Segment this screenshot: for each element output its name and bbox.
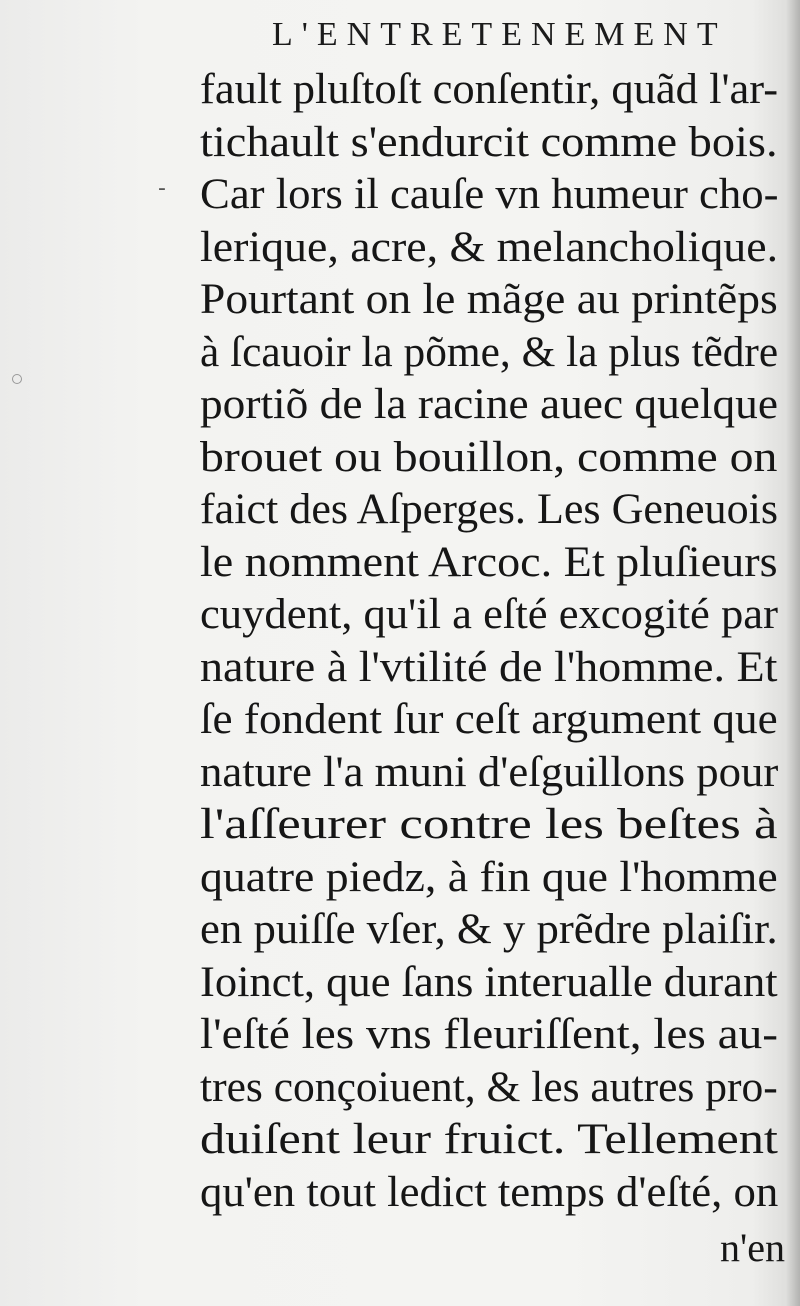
margin-dash-mark: - — [158, 176, 166, 201]
text-line: lerique, acre, & melancholique. — [200, 223, 779, 271]
text-line: en puiſſe vſer, & y prẽdre plaiſir. — [200, 906, 778, 953]
text-line: l'eſté les vns fleuriſſent, les au- — [200, 1011, 778, 1058]
catchword: n'en — [720, 1225, 785, 1270]
text-line: faict des Aſperges. Les Geneuois — [200, 486, 779, 533]
text-line: qu'en tout ledict temps d'eſté, on — [200, 1168, 779, 1216]
text-line: tichault s'endurcit comme bois. — [200, 118, 778, 166]
page-edge-shadow — [786, 0, 800, 1306]
text-line: fault pluſtoſt conſentir, quãd l'ar- — [200, 66, 779, 113]
text-line: nature à l'vtilité de l'homme. Et — [200, 643, 778, 691]
text-line: Car lors il cauſe vn humeur cho- — [200, 171, 779, 218]
text-line: Pourtant on le mãge au printẽps — [200, 276, 778, 323]
running-head: L'ENTRETENEMENT — [272, 16, 727, 53]
text-line: l'aſſeurer contre les beſtes à — [200, 801, 778, 848]
text-line: cuydent, qu'il a eſté excogité par — [200, 591, 778, 638]
text-line: Ioinct, que ſans interualle durant — [200, 958, 778, 1006]
text-line: ſe fondent ſur ceſt argument que — [200, 696, 778, 743]
margin-ring-mark — [12, 374, 22, 384]
text-line: duiſent leur fruict. Tellement — [200, 1116, 778, 1163]
text-line: nature l'a muni d'eſguillons pour — [200, 748, 779, 796]
text-line: portiõ de la racine auec quelque — [200, 381, 778, 428]
text-line: quatre piedz, à fin que l'homme — [200, 853, 778, 901]
text-line: brouet ou bouillon, comme on — [200, 433, 778, 481]
text-line: tres conçoiuent, & les autres pro- — [200, 1063, 778, 1111]
text-line: à ſcauoir la põme, & la plus tẽdre — [200, 328, 779, 376]
text-line: le nomment Arcoc. Et pluſieurs — [200, 538, 778, 586]
